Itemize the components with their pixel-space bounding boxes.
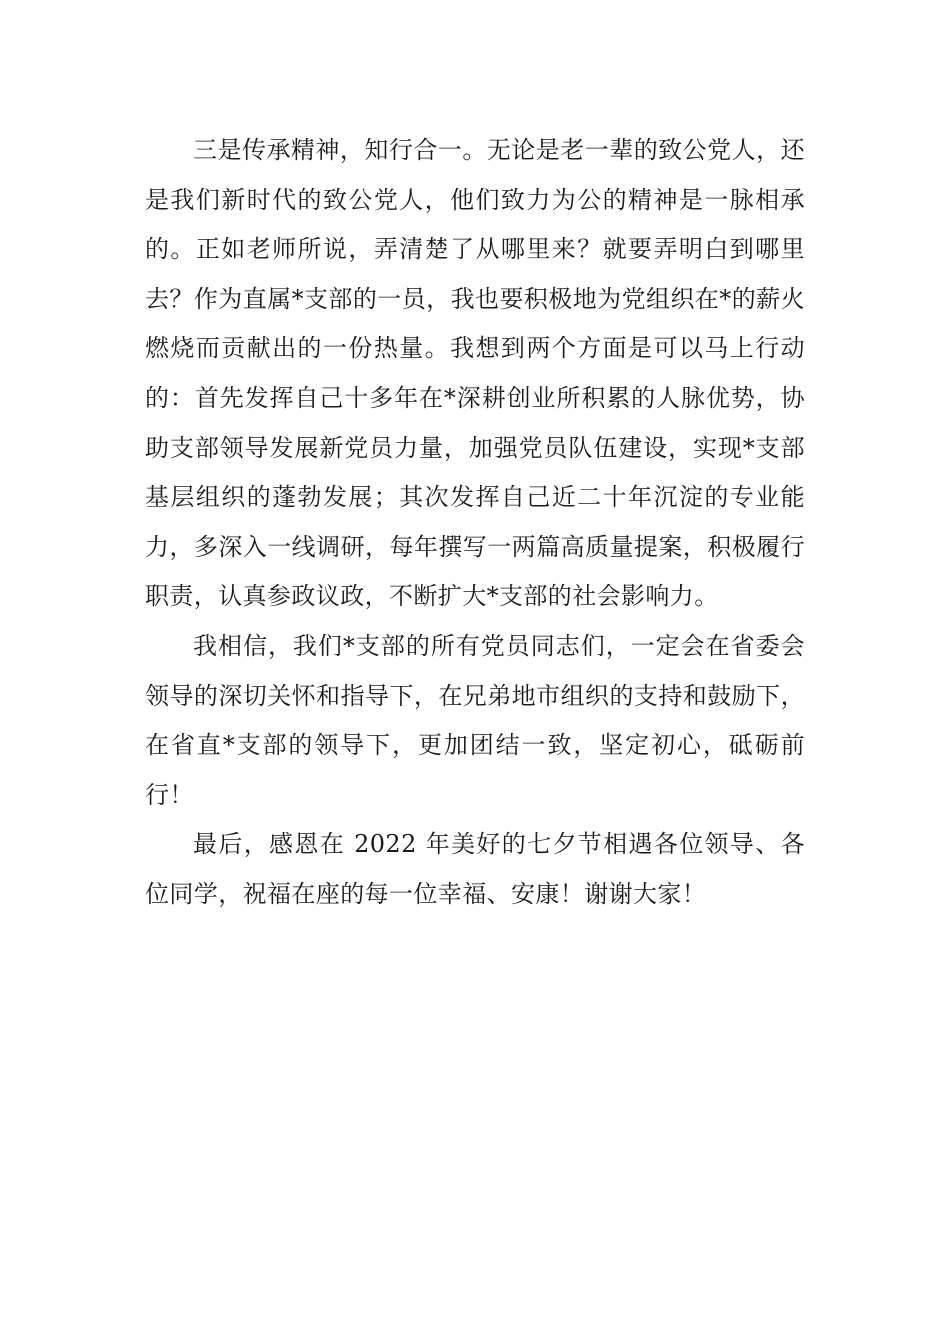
document-body xyxy=(145,126,805,920)
paragraph-inheritance: 三是传承精神，知行合一。无论是老一辈的致公党人，还是我们新时代的致公党人，他们致力为公的精神是一脉相承的。正如老师所说，弄清楚了从哪里来？就要弄明白到哪里去？作为直属*支部的一员，我也要积极地为党组织在*的薪火燃烧而贡献出的一份热量。我想到两个方面是可以马上行动的：首先发挥自己十多年在*深耕创业所积累的人脉优势，协助支部领导发展新党员力量，加强党员队伍建设，实现*支部基层组织的蓬勃发展；其次发挥自己近二十年沉淀的专业能力，多深入一线调研，每年撰写一两篇高质量提案，积极履行职责，认真参政议政，不断扩大*支部的社会影响力。 xyxy=(145,136,805,611)
paragraph-closing: 最后，感恩在 2022 年美好的七夕节相遇各位领导、各位同学，祝福在座的每一位幸福、安康！谢谢大家！ xyxy=(145,830,805,908)
paragraph-belief: 我相信，我们*支部的所有党员同志们，一定会在省委会领导的深切关怀和指导下，在兄弟地市组织的支持和鼓励下，在省直*支部的领导下，更加团结一致，坚定初心，砥砺前行！ xyxy=(145,631,805,809)
